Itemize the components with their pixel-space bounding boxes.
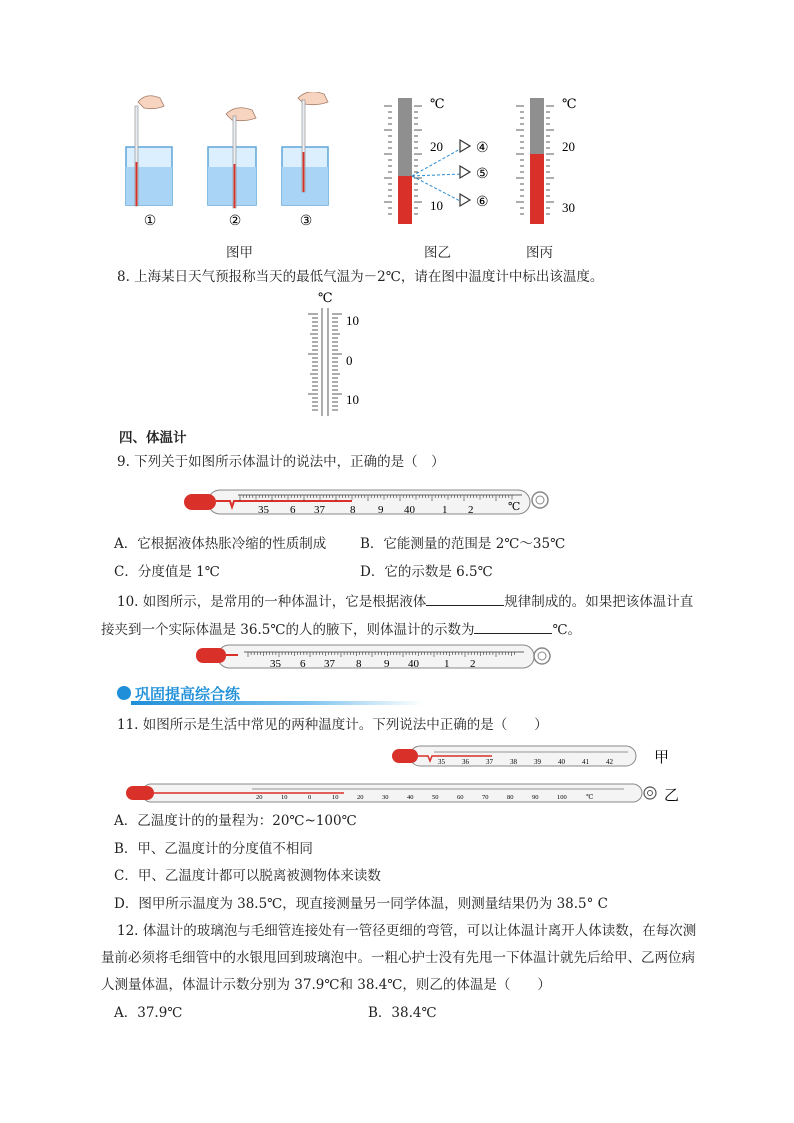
q10-bulb: [196, 648, 226, 663]
caption-jia: 图甲: [226, 245, 253, 261]
beaker-3: [282, 92, 328, 205]
banner-title: 巩固提高综合练: [135, 685, 241, 703]
q11-option-a[interactable]: A．乙温度计的的量程为：20℃~100℃: [114, 813, 357, 829]
question-12-line1: 12. 体温计的玻璃泡与毛细管连接处有一管径更细的弯管，可以让体温计离开人体读数，在每次测: [117, 923, 697, 939]
eye-label-4: ④: [476, 141, 489, 156]
q11-thermometer-yi: [124, 781, 684, 807]
q8-thermometer: [304, 288, 384, 420]
question-10-line2: [101, 619, 581, 640]
yi-scale-label: 20: [357, 794, 364, 801]
jia-scale-label: 36: [462, 758, 469, 766]
yi-scale-label: 60: [457, 794, 464, 801]
q9-clinical-thermometer: [182, 486, 552, 520]
q9-scale-label: 6: [290, 504, 296, 516]
section-banner: [117, 683, 307, 705]
jia-scale-label: 42: [606, 758, 613, 766]
q10-scale-label: 6: [300, 658, 306, 670]
q9-scale-label: 9: [378, 504, 384, 516]
yi-bulb: [126, 786, 154, 800]
yi-scale-label: 10: [332, 794, 339, 801]
jia-scale-label: 35: [438, 758, 445, 766]
beaker-1: [126, 96, 172, 206]
yi-scale-label: 50: [432, 794, 439, 801]
jia-scale-label: 40: [558, 758, 565, 766]
eye-label-6: ⑥: [476, 195, 489, 210]
bing-tick-20: 20: [562, 139, 575, 154]
q12-option-a[interactable]: A．37.9℃: [114, 1005, 183, 1021]
q9-scale-label: 1: [442, 504, 448, 516]
q10-clinical-thermometer: [194, 642, 554, 672]
q8-ticks: [308, 308, 342, 416]
q10-scale-label: 9: [384, 658, 390, 670]
bing-mercury: [530, 154, 544, 224]
eye-icon: [460, 140, 470, 206]
q11-option-c[interactable]: C．甲、乙温度计都可以脱离被测物体来读数: [114, 868, 381, 884]
figure-jia-beakers: [118, 92, 348, 232]
yi-scale-label: 30: [382, 794, 389, 801]
q9-option-d[interactable]: D．它的示数是 6.5℃: [360, 564, 493, 580]
yi-scale-label: 10: [281, 794, 288, 801]
q10-scale-label: 1: [444, 658, 450, 670]
question-8-text: 8. 上海某日天气预报称当天的最低气温为－2℃，请在图中温度计中标出该温度。: [117, 269, 604, 285]
figure-bing-thermometer: [508, 94, 598, 226]
q10-scale-label: 40: [408, 658, 419, 670]
question-12-line3: 人测量体温，体温计示数分别为 37.9℃和 38.4℃，则乙的体温是（ ）: [101, 977, 551, 993]
q11-option-b[interactable]: B．甲、乙温度计的分度值不相同: [114, 841, 313, 857]
q10-text-d: ℃。: [552, 622, 582, 638]
jia-bulb: [392, 749, 418, 763]
q8-tick-10-top: 10: [346, 313, 359, 328]
q12-option-b[interactable]: B．38.4℃: [368, 1005, 437, 1021]
q10-blank-1[interactable]: [426, 591, 504, 606]
beaker-2: [208, 108, 256, 208]
section-title: 四、体温计: [119, 430, 187, 446]
beaker-label-1: ①: [143, 214, 157, 229]
q10-blank-2[interactable]: [474, 619, 552, 634]
yi-scale-unit: ℃: [586, 794, 594, 801]
q9-scale-label: 2: [468, 504, 474, 516]
jia-scale-label: 39: [534, 758, 541, 766]
q11-option-d[interactable]: D．图甲所示温度为 38.5℃，现直接测量另一同学体温，则测量结果仍为 38.5° C: [114, 896, 608, 912]
jia-scale-label: 37: [486, 758, 493, 766]
yi-scale-label: 40: [407, 794, 414, 801]
q10-text-c: 接夹到一个实际体温是 36.5℃的人的腋下，则体温计的示数为: [101, 622, 475, 638]
yi-tick-20: 20: [430, 139, 443, 154]
yi-scale-label: 80: [507, 794, 514, 801]
q8-unit: ℃: [318, 290, 333, 305]
q9-scale-label: 40: [404, 504, 415, 516]
eye-label-5: ⑤: [476, 167, 489, 182]
q10-scale-label: 8: [356, 658, 362, 670]
q10-scale-label: 2: [470, 658, 476, 670]
caption-bing: 图丙: [526, 245, 553, 261]
q11-thermometer-jia: [390, 744, 680, 770]
yi-scale-label: 20: [256, 794, 263, 801]
bing-tick-30: 30: [562, 200, 575, 215]
question-10-line1: [117, 591, 693, 612]
jia-scale-label: 38: [510, 758, 517, 766]
q10-scale-label: 35: [270, 658, 281, 670]
figure-yi-thermometer: [378, 94, 518, 226]
banner-dot-icon: [117, 686, 131, 700]
jia-label: 甲: [654, 750, 670, 766]
yi-scale-label: 100: [557, 794, 567, 801]
q10-scale-label: 37: [324, 658, 335, 670]
q9-option-b[interactable]: B．它能测量的范围是 2℃～35℃: [360, 536, 566, 552]
bing-unit: ℃: [562, 96, 577, 111]
q9-unit: ℃: [508, 501, 521, 513]
question-9-text: 9. 下列关于如图所示体温计的说法中，正确的是（ ）: [117, 454, 445, 470]
q9-bulb: [184, 494, 216, 510]
yi-unit: ℃: [430, 96, 445, 111]
q9-scale-label: 8: [350, 504, 356, 516]
q10-text-b: 规律制成的。如果把该体温计直: [504, 594, 694, 610]
yi-scale-label: 90: [532, 794, 539, 801]
beaker-label-3: ③: [299, 214, 313, 229]
q9-option-a[interactable]: A．它根据液体热胀冷缩的性质制成: [114, 536, 327, 552]
beaker-label-2: ②: [228, 214, 242, 229]
q9-scale-label: 37: [314, 504, 325, 516]
yi-tick-10: 10: [430, 198, 443, 213]
question-11-text: 11. 如图所示是生活中常见的两种温度计。下列说法中正确的是（ ）: [117, 717, 548, 733]
caption-yi: 图乙: [424, 245, 451, 261]
yi-mercury: [398, 176, 412, 224]
yi-scale-label: 0: [308, 794, 312, 801]
yi-ticks-left: [384, 106, 392, 214]
q9-option-c[interactable]: C．分度值是 1℃: [114, 564, 220, 580]
q8-tick-0: 0: [346, 353, 353, 368]
q9-scale-label: 35: [258, 504, 269, 516]
q10-text-a: 10. 如图所示，是常用的一种体温计，它是根据液体: [117, 594, 427, 610]
question-12-line2: 量前必须将毛细管中的水银甩回到玻璃泡中。一粗心护士没有先甩一下体温计就先后给甲、乙两位病: [101, 950, 695, 966]
q8-tick-10-bottom: 10: [346, 392, 359, 407]
yi-label: 乙: [664, 788, 680, 804]
jia-scale-label: 41: [582, 758, 589, 766]
yi-scale-label: 70: [482, 794, 489, 801]
